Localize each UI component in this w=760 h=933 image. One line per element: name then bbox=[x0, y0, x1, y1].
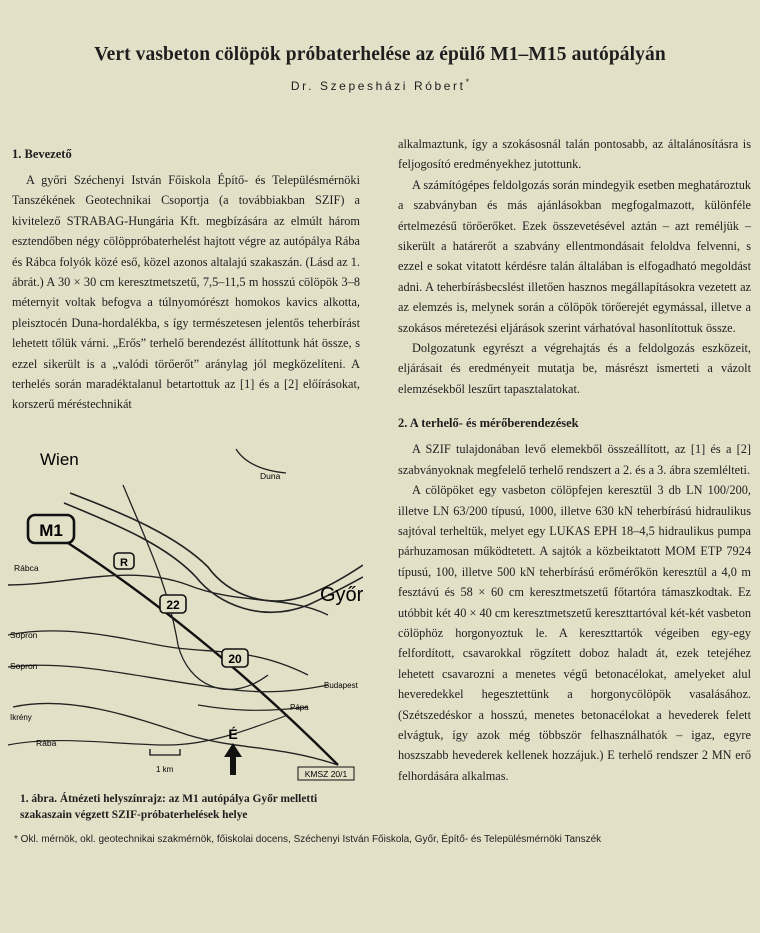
label-scale: 1 km bbox=[156, 765, 174, 774]
section-2-paragraph-2: A cölöpöket egy vasbeton cölöpfejen keresztül 3 db LN 100/200, illetve LN 63/200 típusú, 1000, illetve 630 kN teherbírású hidraulikus sajtóval terheltük, melyet egy LUKAS EPH 18–4,5 hidraulikus pumpa párhuzamosan működtetett. A sajtók a közbeiktatott MOM ETP 7924 típusú, 100, illetve 500 kN teherbírású erőmérőkön keresztül a 4,0 m fesztávú és 58 × 60 cm keresztmetszetű főtartóra támaszkodtak. Ez utóbbit két 40 × 40 cm keresztmetszetű kereszttartóval két-két vasbeton cölöphöz horgonyoztuk le. A kereszttartók végeiben egy-egy felfordított, csavarokkal rögzített doboz haladt át, ezek tetejéhez lehetett csavarozni a menetes végű betonacélokat, amelyeket alul heveredekkel hegesztettünk a horgonycölöpök vasalásához. (Szétszedéskor a hosszú, menetes betonacélokat a hevederek felett elvágtuk, így azok még többször felhasználhatók – igaz, egyre hoszszabb hevederek kellenek hozzájuk.) E terhelő rendszer 2 MN erő felhordására alkalmas. bbox=[398, 483, 751, 783]
section-2-heading: 2. A terhelő- és mérőberendezések bbox=[398, 416, 579, 431]
label-gyor: Győr bbox=[320, 584, 363, 606]
label-north: É bbox=[228, 726, 238, 742]
road-sopron-upper bbox=[8, 631, 308, 675]
label-rabca: Rábca bbox=[14, 563, 39, 573]
section-2-paragraph-1: A SZIF tulajdonában levő elemekből összeállított, az [1] és a [2] szabványoknak megfelelő terhelő rendszert a 2. és a 3. ábra szemlélteti. bbox=[398, 442, 751, 477]
label-raba: Rába bbox=[36, 738, 57, 748]
label-papa: Pápa bbox=[290, 703, 309, 712]
label-wien: Wien bbox=[40, 450, 79, 469]
north-arrow-icon bbox=[224, 743, 242, 775]
label-duna: Duna bbox=[260, 471, 281, 481]
label-22: 22 bbox=[166, 598, 180, 612]
footnote: * Okl. mérnök, okl. geotechnikai szakmérnök, főiskolai docens, Széchenyi István Főiskola, Győr, Építő- és Településmérnöki Tanszék bbox=[14, 834, 602, 845]
author-footnote-mark: * bbox=[465, 77, 470, 87]
article-title: Vert vasbeton cölöpök próbaterhelése az épülő M1–M15 autópályán bbox=[94, 44, 666, 65]
label-map-code: KMSZ 20/1 bbox=[304, 769, 348, 779]
right-column bbox=[398, 134, 751, 786]
label-r: R bbox=[120, 557, 128, 569]
scale-bar bbox=[150, 749, 180, 755]
location-map bbox=[8, 445, 363, 790]
label-ikreny: Ikrény bbox=[10, 713, 32, 722]
label-m1: M1 bbox=[39, 521, 63, 540]
label-sopron-1: Sopron bbox=[10, 630, 38, 640]
duna-river-bank bbox=[64, 503, 363, 612]
raba-river bbox=[13, 703, 338, 765]
section-1-heading: 1. Bevezető bbox=[12, 147, 72, 161]
label-sopron-2: Sopron bbox=[10, 661, 38, 671]
road-sopron-lower bbox=[8, 665, 328, 692]
label-20: 20 bbox=[228, 652, 242, 666]
section-1-paragraph-1-continued: alkalmaztunk, így a szokásosnál talán pontosabb, az általánosításra is feljogosító eredményekhez jutottunk. bbox=[398, 137, 751, 172]
label-budapest: Budapest bbox=[324, 681, 358, 690]
section-1-paragraph-2: A számítógépes feldolgozás során mindegyik esetben meghatároztuk a szabványban és más ajánlásokban megfogalmazott, különféle értelmezésű törőerőket. Ezek összevetésével aztán – azt reméljük – sikerült a határerőt a szabvány ellentmondásait feloldva felvenni, s ezzel e sokat vitatott kérdésre talán általában is elfogadható megoldást adni. A teherbírásbecslést illetően hasznos megállapításokra vezetett az az elemzés is, melynek során a cölöpök törőerejét egymással, illetve a szokásos méretezési eljárások szerint várhatóval hasonlítottuk össze. bbox=[398, 177, 751, 335]
figure-caption: 1. ábra. Átnézeti helyszínrajz: az M1 autópálya Győr melletti szakaszain végzett SZIF-próbaterhelések helye bbox=[20, 793, 318, 821]
author-name: Dr. Szepesházi Róbert bbox=[290, 79, 466, 93]
author-line bbox=[0, 77, 760, 93]
section-1-paragraph-1: A győri Széchenyi István Főiskola Építő- és Településmérnöki Tanszékének Geotechnikai Csoportja (a továbbiakban SZIF) a kivitelező STRABAG-Hungária Kft. megbízására az elmúlt három esztendőben négy cölöppróbaterhelést hajtott végre az autópálya Rába és Rábca folyók közé eső, közel azonos altalajú szakaszán. (Lásd az 1. ábrát.) A 30 × 30 cm keresztmetszetű, 7,5–11,5 m hosszú cölöpök 3–8 méternyit voltak befogva a túlnyomórészt homokos kavics alkotta, pleisztocén Duna-hordalékba, s így természetesen jelentős teherbírást lehetett tőlük várni. „Erős” terhelő berendezést állítottunk hát össze, s ezzel sikerült is a „valódi törőerőt” aránylag jól megközelíteni. A terhelés során maradéktalanul betartottuk az [1] és a [2] előírásokat, korszerű méréstechnikát bbox=[12, 173, 360, 412]
left-column bbox=[12, 144, 360, 415]
road-north bbox=[236, 449, 286, 473]
section-1-paragraph-3: Dolgozatunk egyrészt a végrehajtás és a feldolgozás eszközeit, eljárásait és eredményeit mutatja be, másrészt ismerteti a vázolt elemzésekből leszűrt tapasztalatokat. bbox=[398, 341, 751, 396]
